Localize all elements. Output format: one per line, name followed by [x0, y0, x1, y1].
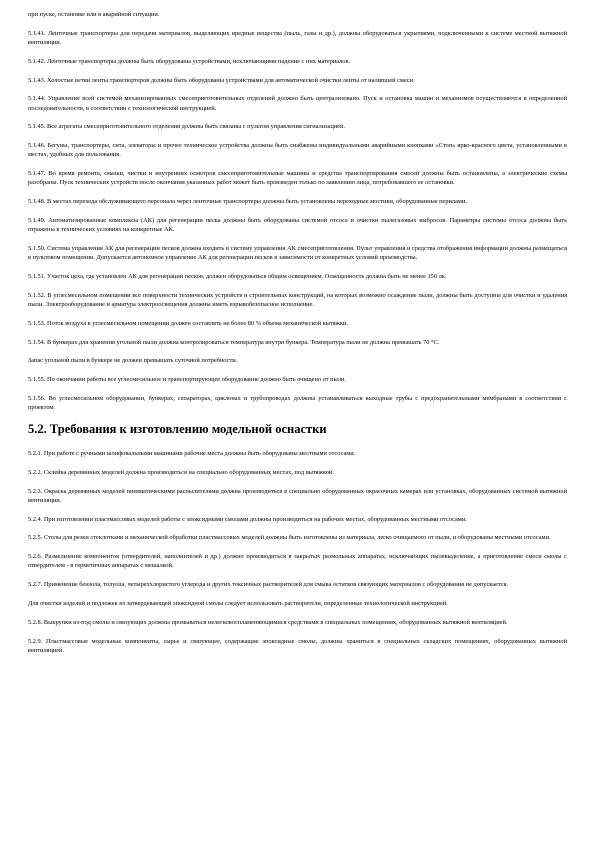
paragraph-5-1-52: 5.1.52. В углесмесильном помещении все поверхности технических устройств и строительных конструкций, на которых возможно осаждение пыли, должны быть доступны для очистки и удаления пыли. Электрооборудование и арматура электроосвещения должны иметь взрывобезопасное исполнение. — [28, 291, 567, 308]
paragraph-5-1-43: 5.1.43. Холостые ветви ленты транспортеров должны быть оборудованы устройствами для автоматической очистки ленты от налипшей смеси. — [28, 76, 415, 84]
paragraph-5-2-3: 5.2.3. Окраска деревянных моделей пневматическими распылителями должна производиться в специально оборудованных окрасочных камерах или установках, оборудованных системой вытяжной вентиляции. — [28, 487, 567, 504]
paragraph-5-1-41: 5.1.41. Ленточные транспортеры для передачи материалов, выделяющих вредные вещества (пыль, газы и др.), должны оборудоваться укрытиями, подключенными к системе местной вытяжной вентиляции. — [28, 29, 567, 46]
paragraph-5-1-46: 5.1.46. Бегуны, транспортеры, сита, элеваторы и прочее техническое устройства должны быть снабжены индивидуальными аварийными кнопками «Стоп» ярко-красного цвета, установленными в местах, удобных для пользования. — [28, 142, 567, 159]
paragraph-5-1-56: 5.1.56. Во углесмесильном оборудовании, бункерах, сепараторах, циклонах и трубопроводах должны устанавливаться выходные трубы с предохранительными мембранами в соответствии с проектом. — [28, 394, 567, 412]
paragraph-5-1-50: 5.1.50. Система управления АК для регенерации песков должна входить в систему управления АК смесеприготовления. Пульт управления и средства отображения информации должны размещаться в пультовом помещении. Допускается автономное управление АК для регенерации песков в зависимости от конкретных условий производства. — [28, 244, 567, 262]
paragraph-5-2-5: 5.2.5. Столы для резки стеклоткани и механической обработки пластмассовых моделей должны быть изготовлены из материала, легко очищаемого от пыли, и оборудованы местными отсосами. — [28, 534, 551, 542]
paragraph-5-2-6: 5.2.6. Размельчение компонентов (отвердителей, наполнителей и др.) должно производиться в закрытых размольных аппаратах, исключающих пылевыделение, а приготовление смеси смолы с отвердителем - в герметичных аппаратах с мешалкой. — [28, 553, 567, 570]
paragraph-5-2-9: 5.2.9. Пластмассовые модельные компоненты, сырье и связующее, содержащие эпоксидные смолы, должны храниться в специальных складских помещениях, оборудованных вытяжной вентиляцией. — [28, 637, 567, 654]
paragraph-5-1-42: 5.1.42. Ленточные транспортеры должны быть оборудованы устройствами, исключающими падение с них материалов. — [28, 57, 351, 65]
paragraph-5-1-45: 5.1.45. Все агрегаты смесеприготовительного отделения должны быть связаны с пультом управления сигнализацией. — [28, 123, 345, 131]
paragraph-5-1-53: 5.1.53. Поток воздуха в углесмесильном помещении должен составлять не более 80 % объема механической вытяжки. — [28, 319, 348, 327]
paragraph-5-2-1: 5.2.1. При работе с ручными шлифовальными машинами рабочие места должны быть оборудованы местными отсосами. — [28, 449, 356, 457]
paragraph-5-1-49: 5.1.49. Автоматизированные комплексы (АК) для регенерации песка должны быть оборудованы системой отсоса и очистки пылегазовых выбросов. Параметры системы отсоса должны быть отражены в технических условиях на конкретные АК. — [28, 216, 567, 234]
paragraph-5-1-47: 5.1.47. Во время ремонта, смазки, чистки и внутренних осмотров смесеприготовительные машины и средства транспортирования смесей должны быть остановлены, а электрические схемы разобраны. Пуск технических устройств после окончания указанных работ может быть произведен только по заявлению лица, потребовавшего ее остановки. — [28, 170, 567, 187]
paragraph-5-2-4: 5.2.4. При изготовлении пластмассовых моделей работы с эпоксидными смолами должны производиться на рабочих местах, оборудованных местными отсосами. — [28, 515, 467, 523]
paragraph-5-2-7: 5.2.7. Применение бензола, толуола, четыреххлористого углерода и других токсичных растворителей для смыва остатков связующих материалов с оборудования не допускается. — [28, 581, 509, 589]
intro-line: при пуске, остановке или в аварийной ситуации. — [28, 11, 160, 18]
paragraph-5-1-51: 5.1.51. Участок цеха, где установлен АК для регенерации песков, должен оборудоваться общим освещением. Освещенность должна быть не менее 150 лк. — [28, 272, 447, 280]
paragraph-solvents-note: Для очистки изделий и подложек из затвердевающей эпоксидной смолы следует использовать растворители, определенные технологической инструкцией. — [28, 599, 448, 607]
paragraph-5-1-55: 5.1.55. По окончании работы все углесмесильное и транспортирующее оборудование должно быть очищено от пыли. — [28, 376, 346, 384]
paragraph-5-1-44: 5.1.44. Управление всей системой механизированных смесеприготовительных отделений должно быть централизовано. Пуск и остановка машин и механизмов осуществляются в определенной последовательности, в соответствии с технологической инструкцией. — [28, 95, 567, 112]
paragraph-coal-dust-reserve: Запас угольной пыли в бункере не должен превышать суточной потребности. — [28, 357, 238, 365]
paragraph-5-1-54: 5.1.54. В бункерах для хранения угольной пыли должна контролироваться температура внутри бункера. Температура пыли не должна превышать 70 °С. — [28, 338, 440, 346]
paragraph-5-2-2: 5.2.2. Склейка деревянных моделей должна производиться на специально оборудованных местах, под вытяжкой. — [28, 468, 334, 476]
paragraph-5-2-8: 5.2.8. Выкрупки из-под смолы и связующих должны промываться нелегковоспламеняющимися средствами в специальных помещениях, оборудованных вытяжной вентиляцией. — [28, 618, 508, 626]
section-heading-5-2: 5.2. Требования к изготовлению модельной оснастки — [28, 421, 327, 436]
paragraph-5-1-48: 5.1.48. В местах перехода обслуживающего персонала через ленточные транспортеры должны быть установлены переходные мостики, оборудованные перилами. — [28, 198, 467, 206]
